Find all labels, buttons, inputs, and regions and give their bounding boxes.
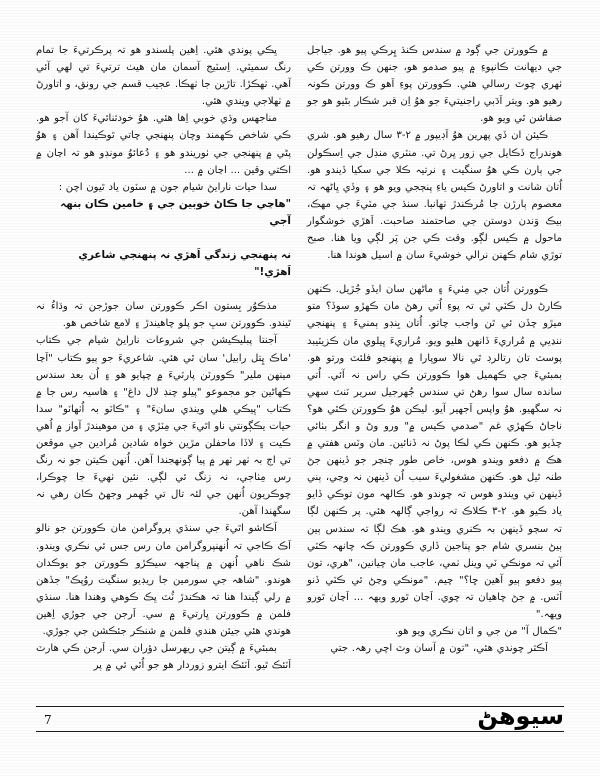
text-column-left	[307, 42, 562, 692]
paragraph: ڪيئن ان ڏي پهرين هوُ اَڊيپور ۾ ٢-٣ سال رهيو هو. شري هوندراج ڏڪايل جي زور ڀرڻ تي. منٽري منڊل جي اِسڪولن جي ٻارن ڪي هوُ سنگيت ۽ نرتيہ ڪلا جي سکيا ڏيندو هو. اُتان شانت و اتاورڻ ڪيس ياءِ پنڄجي ويو هو ۽ وڏي ڀاڻهہ تہ معصوم ٻارڙن جا مُرڪندڙ ٺهانبا. سنڌ جي مٽيءَ جي مهڪ، بيڪ وَندن دوستن جي صاحتمند صاحبت. اَهڙي خوشگوار ماحول ۾ ڪيس لڳو. وقت ڪي جن پَر لڳي ويا هنا. صبح توڙي شام ڪهنن نرالي خوشيءَ سان ۾ اسيل هوندا هنا.	[307, 130, 562, 262]
verse-spacer	[36, 281, 291, 298]
paragraph: اَڪثر چوندي هئي، "تون ۾ آسان وٽ اچي رهہ. جتي	[330, 643, 548, 655]
verse-line: "هاڃي جا ڪاڻ خوبين جي ۽ خامين ڪان بنهہ	[60, 197, 291, 210]
page-number: 7	[44, 713, 52, 727]
magazine-masthead: سيوهڻ	[477, 702, 564, 730]
paragraph: مناجهس وڌي خوبي اِها هئي. هوُ خودثنائيءَ کان آجو هو. ڪي شاخص ڪهمند وچان پنهنجي چاتي ٿوڪيندا آهن ۽ هوُ پڻي ۾ پنهنجي جي ٺوريندو هو ۽ دُعائوُ مونڊو هو تہ اڃان ۾ اڪتي وقين ... اڃان ۾ ...	[36, 113, 291, 176]
paragraph: "ڪمال آ" من جي و اتان نڪري ويو هو.	[394, 626, 562, 638]
paragraph: بمبئيءَ ۾ ڳيتن جي ريهرسل دؤران سي. اَرجن ڪي هارٽ اَٽئڪ ٿيو. اَٽئڪ ايترو زوردار هو جو اُٿي ئي ۾ پر	[36, 643, 291, 672]
footer-rule-bottom	[36, 731, 564, 732]
verse-line: نہ پنهنجي زندگي اَهڙي نہ پنهنجي شاعري	[78, 249, 291, 262]
paragraph: آجنتا پبليڪيشن جي شروعات نارايڻ شيام جي ڪتاب 'ماڪ ڀِتل رابيل' سان ٿي هئي. شاعريءَ جو ٻيو ڪتاب "اَڃا مينھن ملير" ڪوورٽن پارٽيءَ ۾ چپايو هو ۽ اُن بعد سندس ڪهاڻين جو مجموعو "پيلو چنڊ لال داغ" ۽ هاسيہ رس جا ۾ ڪتاب "ڀيڪي هلي ويندي سانءَ" ۽ "ڪاٽو بہ اُٺهاٽو" سدا حيات يڪڳونتي ناو اٿيءَ جي مِٽڙي ۽ من موهيندڙ آواز ۾ اُهي ڪيت ۽ لاڏا ماحفلن مڙين خواہ شادين مُرادين جي موقعن تي اڄ بہ ٺهر ٺهر ۾ پيا ڳونهجندا آهن. اُنهن ڪيتن جو نہ رنگ رس مِٺاجي، نہ زنگ ئي لڳي. نئين ٺهيءَ جا چوڪرا، چوڪريون اُنهن جي لئہ تال تي جُهمر وجهڻ ڪان رهي نہ سگهندا آهن.	[36, 335, 291, 518]
paragraph: ۾ ڪوورتن جي ڳود ۾ سندس ڪنڌ ڀِرڪي پيو هو. جياجل جي ديهانت ڪانپوءِ ۾ پيو صدمو هو، جنهن ڪ وورتن ڪي ٺهري چوٽ رسالي هئي. ڪوورتن پوءِ اَهو ڪ وورتن ڪونہ رهيو هو. ويتر اَدَبي راجنيتيءَ جو هوُ اِن قبر شڪار بڻيو هو جو صفاشن ٿي ويو هو.	[307, 45, 562, 125]
verse-line: آجي	[269, 214, 291, 227]
paragraph-spacer	[307, 264, 562, 281]
verse-spacer	[36, 230, 291, 247]
paragraph: سدا حيات نارايڻ شيام جون ۾ سٽون ياد ٿيون اچن :	[58, 181, 277, 193]
verse-line: اَهڙي!"	[254, 266, 291, 279]
paragraph: ڀڪي پوندي هئي. اِهين پلسندو هو تہ پرڪرتيءَ جا تمام رنگ سميٽي. اِسٽيج آسمان مان هيٺ ترتيءَ تي لهي آئي آهي. ٺهڪڙا. تاڙين جا ٺهڪا. عجيب قسم جي رونق، و اتاورڻ ۾ ٺهلاجي ويندي هئي.	[36, 45, 291, 108]
page-footer	[36, 702, 564, 734]
paragraph: مذڪوُر بِستون اڪر ڪوورتن سان جوڙجن تہ وڌاءُ نہ ٿيندو. ڪوورتن سڀ جو پلو چاهيندڙ ۽ لامع شاخص هو.	[36, 301, 291, 330]
two-column-text-body	[36, 42, 562, 692]
paragraph: ڪوورتن اُتان جي مِٺيءَ ۽ ماڻهن سان ايڏو جُڙيل. ڪنهن ڪارڻ دل ڪٽي ٿي تہ پوءِ اُتي رهڻ مان ڪهڙو سوڏ؟ متو ميڙو چڏن ئي ٿن واجب چاتو. اُتان بِنڊو ٻمنيءَ ۽ پنهنجي ننڍيي ۾ مُراريءَ ڏانهن هليو ويو. مُراريءَ ڀيلوي مان ڪزيٽيبد پوسٽ تان رتالرڊ ٿي نالا سوپارا ۾ پنهنجو فلئٽ ورتو هو. بمبئيءَ جي ڪهميل هوا ڪوورتن ڪي راس نہ آئي. اُتي سانده سال سوا رهڻ تي سندس جُهرجيل سرير ٽنٽ سهي نہ سگهيو. هوُ واپس اَجهير آيو. ليڪن هوُ ڪوورتن ڪٿي هو؟ ناجاڻ ڪهڙي غم "صدمي ڪيس ۾" ورو وڻ و انگر بٺائي چڏيو هو. ڪنهن ڪي لڪا پوڻ نہ ڏنائين. مان وٽس هفتي ۾ هڪ ۾ دفعو ويندو هوس، خاص طور چنڃر جو ڏينهن جڻ طنہ ٿيل هو. ڪنهن مشغوليءَ سبب اُن ڏينهن نہ وڃي، ٻني ڏينهن تي ويندو هوس تہ چوندو هو. ڪالهہ مون توڪي ڏايو ياد ڪيو هو. ٢-٣ ڪلاڪ تہ رواجي ڳالهہ هئي. پر ڪنهن لڳا تہ سڄو ڏينهن بہ ڪنري ويندو هو. هڪ لڳا تہ سندس ٻين ٻيڻ بنسري شام جو پناجين ڏاري ڪوورتن ڪہ چانهہ ڪٽي آئي تہ مونڪي ٽي وينل ٺمي، عاجب مان چيانين، "هري، تون پيو دفعو ٻيو آهين ڇا؟" چيم. "مونڪي وڃڻ ئي ڪٽي ڏنو اَٽس. ۾ جڻ چاهيان تہ چوي. اَڃان ٿورو ويهہ ... اَڃان ٿورو ويهہ."	[307, 284, 562, 620]
text-column-right	[36, 42, 291, 692]
paragraph: آڪاشو اٿيءَ جي سنڌي پروگرامن مان ڪوورتن جو نالو اَڪ ڪاجي تہ اُنهنپروگرامن مان رس جس ئي نڪري ويندو. شڪ ناهي اُنهن ۾ پناجهہ سيڪڙو ڪوورتن جو يوڪدان هوندو. "شاهہ جي سورمين جا ريڊيو سنگيت روُپڪ" جڏهن ۾ رلي ڳيندا هنا تہ هڪندڙ ٽُٽ ڀڪ ڪوهي وهندا هنا. سنڌي فلمن ۾ ڪوورتن ڀارتيءَ ۾ سي. اَرجن جي جوڙي اِهين هوندي هئي جيئن هندي فلمن ۾ شنڪر جئڪشن جي جوڙي.	[36, 523, 291, 637]
